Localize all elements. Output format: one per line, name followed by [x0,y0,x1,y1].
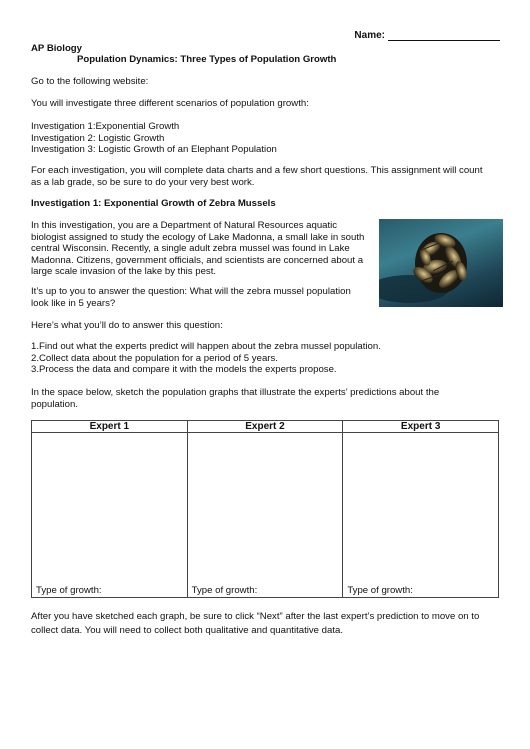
question-line: look like in 5 years? [31,297,116,309]
scenario-line: large scale invasion of the lake by this pest. [31,266,217,277]
steps-list [31,341,381,376]
page-title: Population Dynamics: Three Types of Population Growth [77,54,337,65]
scenario-line: central Wisconsin. Recently, a single adult zebra mussel was found in Lake [31,243,350,254]
website-line: Go to the following website: [31,76,149,87]
course-label: AP Biology [31,43,82,54]
expert-3-header: Expert 3 [343,421,499,433]
table-header-row [32,421,499,433]
instructions-paragraph [31,165,483,188]
investigation-item: Investigation 3: Logistic Growth of an Elephant Population [31,144,277,155]
instructions-line: For each investigation, you will complete data charts and a few short questions. This assignment will count [31,165,483,176]
zebra-mussel-cluster-image [379,219,503,307]
sketch-line: In the space below, sketch the population graphs that illustrate the experts’ predictions about the [31,387,440,398]
step-item: 1.Find out what the experts predict will happen about the zebra mussel population. [31,341,381,352]
investigation-item: Investigation 2: Logistic Growth [31,132,165,144]
growth-type-label: Type of growth: [347,585,413,596]
expert-3-sketch-cell[interactable] [343,433,499,598]
scenario-line: Madonna. Citizens, government officials, and scientists are concerned about a [31,254,364,266]
footer-line: After you have sketched each graph, be sure to click “Next” after the last expert’s prediction to move on to [31,611,480,622]
name-field[interactable] [354,30,500,41]
scenario-paragraph [31,220,364,278]
expert-2-header: Expert 2 [187,421,343,433]
footer-line: collect data. You will need to collect both qualitative and quantitative data. [31,625,344,636]
growth-type-label: Type of growth: [191,585,258,596]
expert-1-sketch-cell[interactable] [32,433,188,598]
name-blank-line[interactable] [388,30,500,41]
todo-intro: Here’s what you’ll do to answer this question: [31,320,223,331]
step-item: 3.Process the data and compare it with the models the experts propose. [31,364,337,375]
investigation-list [31,121,277,156]
scenarios-line: You will investigate three different scenarios of population growth: [31,98,309,109]
investigation-item: Investigation 1:Exponential Growth [31,121,180,132]
growth-type-label: Type of growth: [36,585,102,596]
step-item: 2.Collect data about the population for a period of 5 years. [31,352,278,364]
sketch-row [32,433,499,598]
zebra-mussel-photo [379,219,503,307]
expert-2-sketch-cell[interactable] [187,433,343,598]
sketch-instructions [31,387,439,410]
name-label: Name: [354,30,385,41]
question-paragraph [31,286,351,309]
expert-sketch-table [31,420,499,598]
scenario-line: In this investigation, you are a Department of Natural Resources aquatic [31,220,338,231]
investigation-1-heading: Investigation 1: Exponential Growth of Zebra Mussels [31,198,276,209]
scenario-line: biologist assigned to study the ecology of Lake Madonna, a small lake in south [31,231,365,243]
footer-paragraph [31,610,479,638]
instructions-line: as a lab grade, so be sure to do your very best work. [31,176,255,188]
expert-1-header: Expert 1 [32,421,188,433]
sketch-line: population. [31,398,78,410]
question-line: It’s up to you to answer the question: What will the zebra mussel population [31,286,351,297]
